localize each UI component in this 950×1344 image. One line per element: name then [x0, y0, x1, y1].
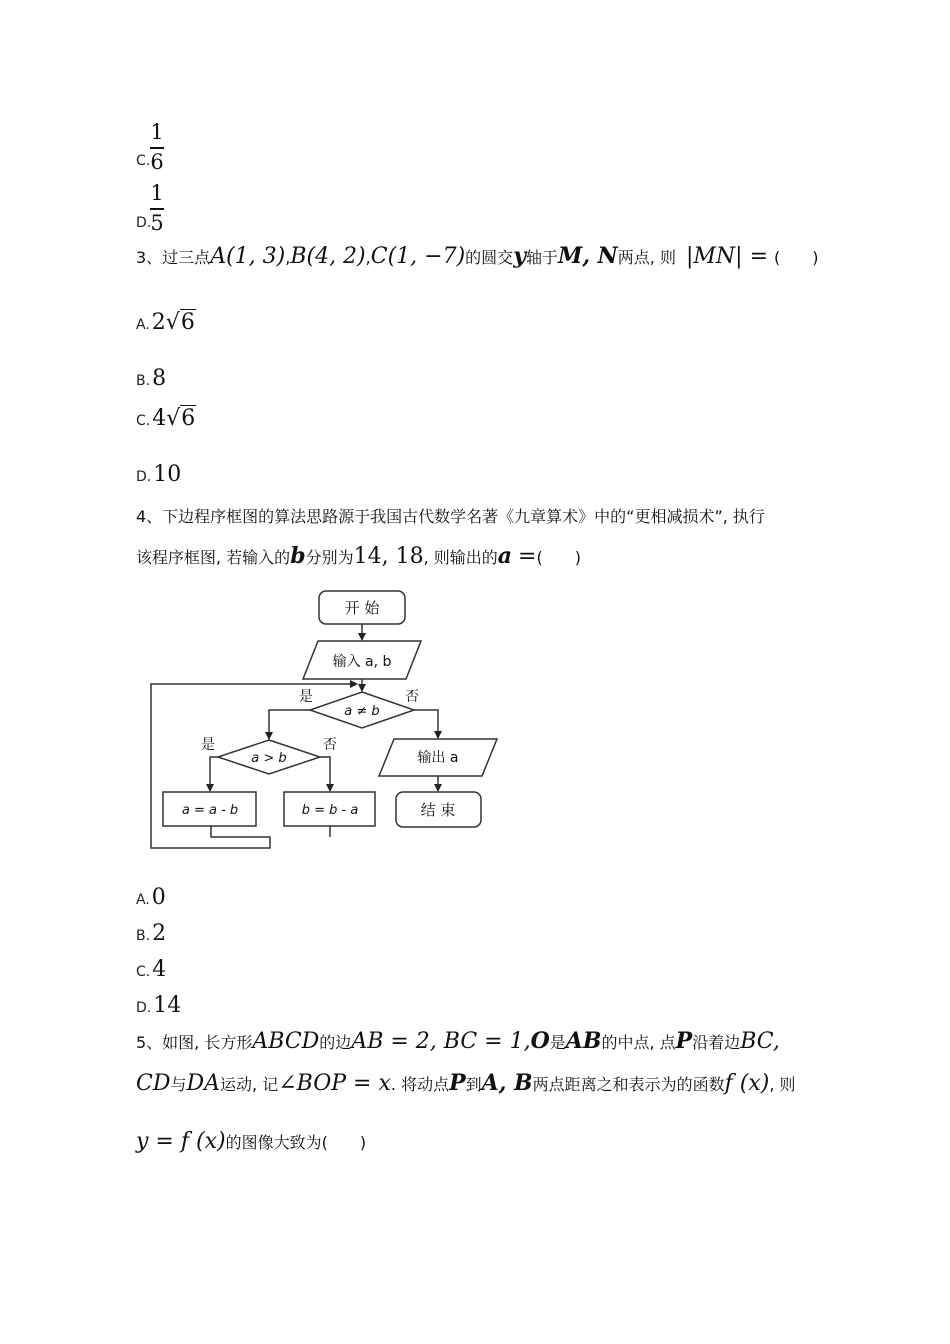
q5-abcd: ABCD — [252, 1029, 320, 1054]
q3-abs-mn: |MN| = — [685, 244, 768, 269]
flow-assign1-text: a = a - b — [181, 803, 239, 818]
option-value: 8 — [152, 366, 167, 391]
q3-text: 的圆交 — [465, 248, 514, 267]
q5-point-o: O — [530, 1028, 550, 1054]
q4-text: 分别为 — [305, 548, 354, 567]
flow-end-text: 结 束 — [420, 801, 456, 819]
option-value: 10 — [153, 462, 182, 487]
q5-text: 两点距离之和表示为的函数 — [532, 1075, 725, 1094]
q3-option-c: C. 4√6 — [136, 406, 196, 431]
option-label: B. — [136, 373, 151, 389]
flow-no1-text: 否 — [405, 689, 419, 705]
flow-cond2-text: a > b — [251, 751, 287, 766]
option-value: 2 — [152, 921, 167, 946]
q3-y: y — [513, 243, 526, 269]
q3-point-b: B(4, 2) — [290, 244, 366, 269]
q4-option-c — [136, 957, 166, 982]
q4-text: , 则输出的 — [423, 548, 498, 567]
q5-text: 运动, 记 — [220, 1075, 279, 1094]
q5-line3 — [136, 1129, 366, 1154]
q3-answer-blank: ( ) — [774, 248, 819, 267]
q5-text: , 则 — [769, 1075, 796, 1094]
q3-mn: M, N — [558, 243, 618, 269]
flow-input-text: 输入 a, b — [332, 654, 392, 670]
q5-points-ab: A, B — [481, 1070, 533, 1096]
q4-equals: = — [518, 544, 537, 569]
fraction-numerator: 1 — [150, 181, 164, 205]
q4-inputs: 14, 18 — [353, 544, 424, 569]
q2-option-d-label: D. — [136, 215, 152, 231]
q5-text: 沿着边 — [692, 1033, 741, 1052]
q3-point-c: C(1, −7) — [370, 244, 466, 269]
option-label: D. — [136, 469, 152, 485]
q3-question: 3、过三点 A(1, 3) , B(4, 2) , C(1, −7) 的圆交 y 轴于 M, N 两点, 则 |MN| = ( ) — [136, 243, 819, 269]
q4-option-d — [136, 993, 181, 1018]
fraction-denominator: 5 — [150, 211, 164, 235]
option-radicand: 6 — [181, 406, 196, 431]
q5-text: 的图像大致为 — [225, 1133, 322, 1152]
q5-text: 是 — [549, 1033, 566, 1052]
q4-option-a — [136, 885, 166, 910]
option-coef: 2 — [151, 310, 166, 335]
q5-sides: AB = 2, BC = 1, — [351, 1029, 531, 1054]
flow-yes2-text: 是 — [201, 737, 215, 753]
q5-text: 的边 — [319, 1033, 352, 1052]
q3-text: 3、过三点 — [136, 248, 211, 267]
q5-text: . 将动点 — [390, 1075, 450, 1094]
q3-text: 两点, 则 — [617, 248, 676, 267]
fraction-denominator: 6 — [150, 150, 164, 174]
q4-var-a: a — [497, 543, 513, 569]
option-value: 4 — [152, 957, 167, 982]
q5-da: DA — [186, 1071, 221, 1096]
q5-answer-blank: ( ) — [321, 1133, 367, 1152]
q4-question-line1: 4、下边程序框图的算法思路源于我国古代数学名著《九章算术》中的“更相减损术”, 执行 — [136, 507, 765, 526]
flow-assign2-text: b = b - a — [301, 803, 359, 818]
flow-no2-text: 否 — [323, 737, 337, 753]
q5-bc: BC, — [740, 1029, 780, 1054]
q5-text: 到 — [465, 1075, 482, 1094]
option-label: B. — [136, 928, 151, 944]
option-value: 0 — [151, 885, 166, 910]
q4-text: 该程序框图, 若输入的 — [136, 548, 291, 567]
q5-line2 — [136, 1070, 796, 1096]
option-label: C. — [136, 964, 151, 980]
option-radicand: 6 — [180, 310, 195, 335]
option-label: A. — [136, 317, 150, 333]
q4-answer-blank: ( ) — [536, 548, 581, 567]
flow-output-text: 输出 a — [417, 750, 459, 766]
option-coef: 4 — [152, 406, 167, 431]
q5-fx: f (x) — [724, 1071, 770, 1096]
option-value: 14 — [153, 993, 182, 1018]
option-label: A. — [136, 892, 150, 908]
option-label: C. — [136, 413, 151, 429]
q5-text: 与 — [170, 1075, 187, 1094]
q5-cd: CD — [136, 1071, 171, 1096]
q5-yfx: y = f (x) — [136, 1129, 226, 1154]
q5-ab: AB — [565, 1028, 602, 1054]
q3-point-a: A(1, 3) — [210, 244, 286, 269]
q5-point-p: P — [675, 1028, 693, 1054]
q2-option-c-label: C. — [136, 153, 151, 169]
fraction-numerator: 1 — [150, 120, 164, 144]
q4-option-b — [136, 921, 166, 946]
q5-point-p: P — [449, 1070, 466, 1096]
flow-yes1-text: 是 — [299, 689, 313, 705]
q5-text: 的中点, 点 — [601, 1033, 676, 1052]
flow-start-text: 开 始 — [344, 599, 380, 617]
q3-option-a: A. 2√6 — [136, 310, 195, 335]
q5-line1 — [136, 1028, 780, 1054]
q3-text: 轴于 — [525, 248, 558, 267]
q4-var-b: b — [290, 543, 306, 569]
option-label: D. — [136, 1000, 152, 1016]
q5-angle: ∠BOP = x — [278, 1071, 391, 1096]
flow-cond1-text: a ≠ b — [344, 704, 380, 719]
q5-text: 5、如图, 长方形 — [136, 1033, 253, 1052]
